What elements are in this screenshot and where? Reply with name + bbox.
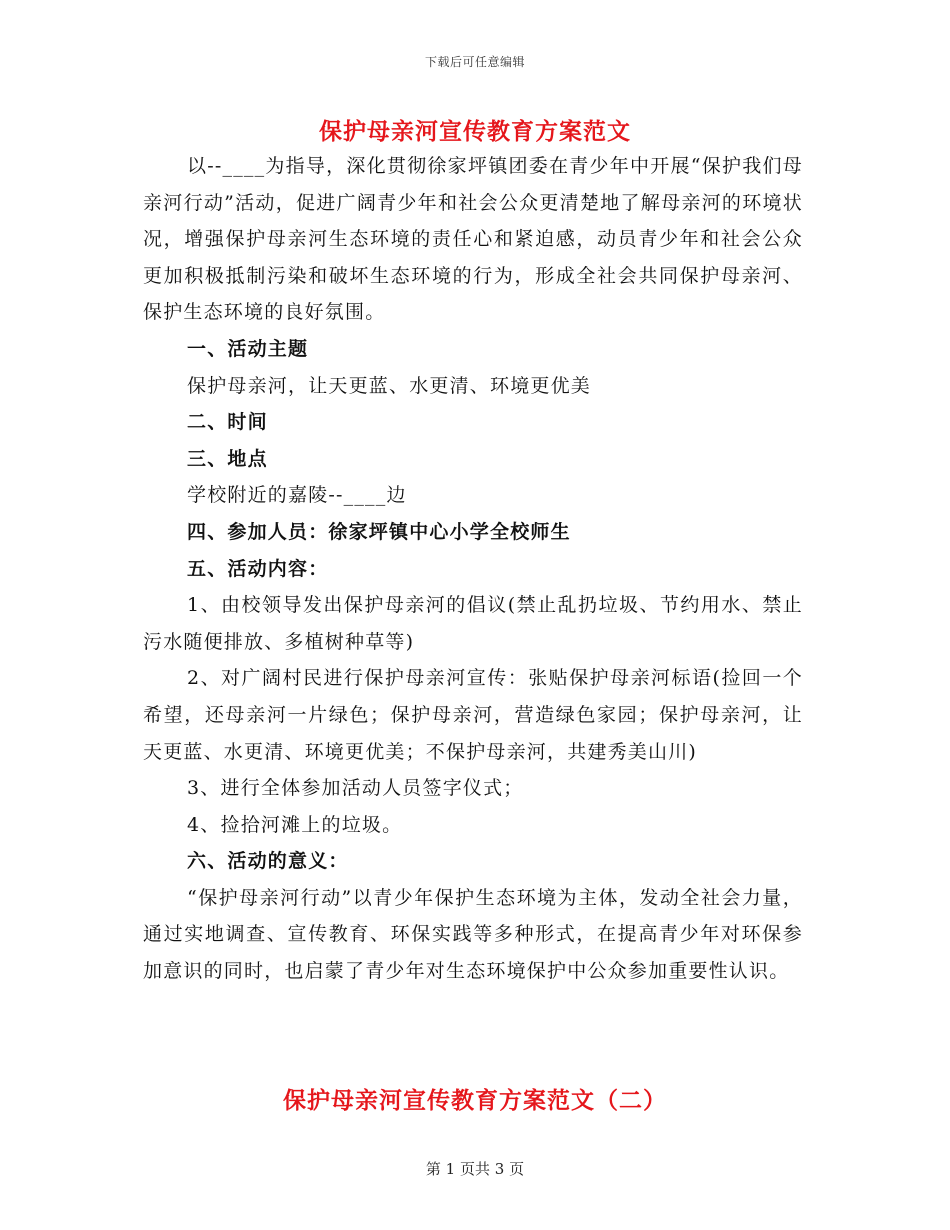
header-note: 下载后可任意编辑 <box>424 55 525 69</box>
intro-paragraph: 以--____为指导，深化贯彻徐家坪镇团委在青少年中开展“保护我们母亲河行动”活动，促进广阔青少年和社会公众更清楚地了解母亲河的环境状况，增强保护母亲河生态环境的责任心和紧迫感，动员青少年和社会公众更加积极抵制污染和破坏生态环境的行为，形成全社会共同保护母亲河、保护生态环境的良好氛围。 <box>143 155 803 324</box>
section-1-text: 保护母亲河，让天更蓝、水更清、环境更优美 <box>187 374 592 397</box>
document-title: 保护母亲河宣传教育方案范文 <box>319 118 631 145</box>
section-5-heading: 五、活动内容： <box>187 557 329 580</box>
section-6-heading: 六、活动的意义： <box>187 850 349 873</box>
section-2-heading: 二、时间 <box>187 411 268 434</box>
section-5-item-4: 4、捡拾河滩上的垃圾。 <box>187 813 403 836</box>
section-5-item-2: 2、对广阔村民进行保护母亲河宣传：张贴保护母亲河标语(捡回一个希望，还母亲河一片绿色；保护母亲河，营造绿色家园；保护母亲河，让天更蓝、水更清、环境更优美；不保护母亲河，共建秀美山川) <box>143 667 803 763</box>
section-5-item-3: 3、进行全体参加活动人员签字仪式； <box>187 777 524 800</box>
section-4-heading: 四、参加人员：徐家坪镇中心小学全校师生 <box>187 520 571 543</box>
section-3-heading: 三、地点 <box>187 447 268 470</box>
section-5-item-1: 1、由校领导发出保护母亲河的倡议(禁止乱扔垃圾、节约用水、禁止污水随便排放、多植树种草等) <box>143 594 803 653</box>
section-6-text: “保护母亲河行动”以青少年保护生态环境为主体，发动全社会力量，通过实地调查、宣传教育、环保实践等多种形式，在提高青少年对环保参加意识的同时，也启蒙了青少年对生态环境保护中公众参加重要性认识。 <box>143 886 803 983</box>
page-footer: 第 1 页共 3 页 <box>425 1160 525 1178</box>
document-body <box>143 148 803 990</box>
second-document-title: 保护母亲河宣传教育方案范文（二） <box>283 1087 667 1114</box>
section-3-text: 学校附近的嘉陵--____边 <box>187 484 407 507</box>
section-1-heading: 一、活动主题 <box>187 337 309 360</box>
